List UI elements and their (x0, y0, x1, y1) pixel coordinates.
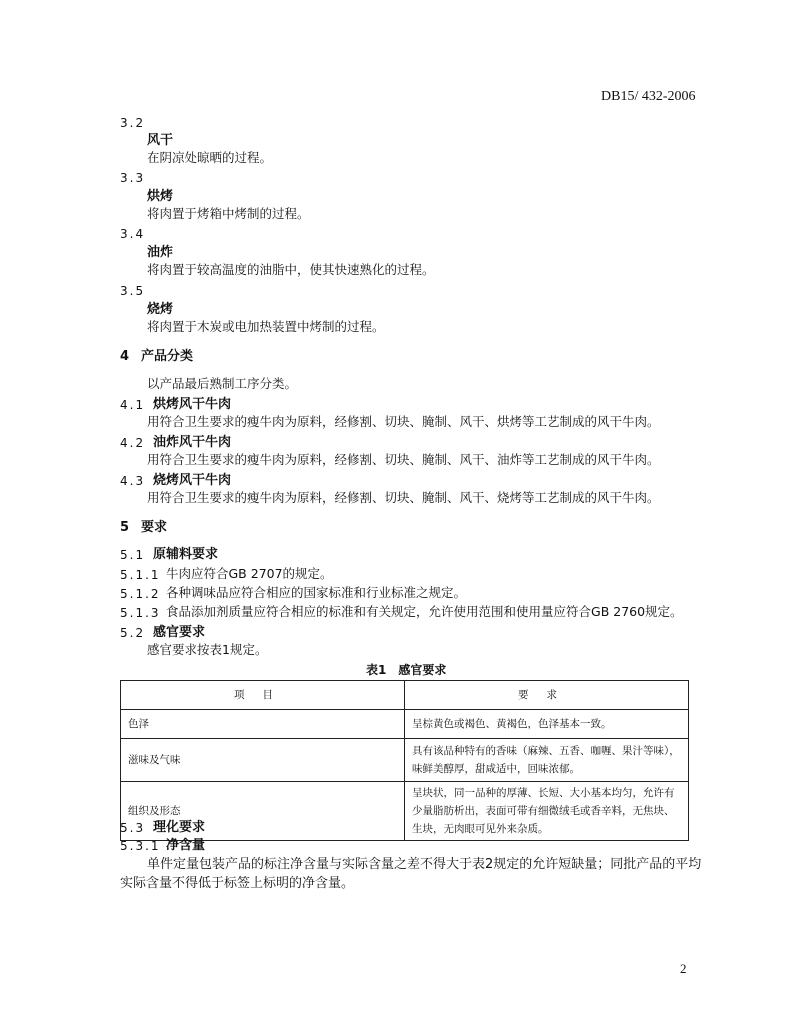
table-row (121, 739, 689, 782)
table-cell-requirement: 呈块状，同一品种的厚薄、长短、大小基本均匀，允许有少量脂肪析出，表面可带有细微绒毛或香辛料，无焦块、生块，无肉眼可见外来杂质。 (405, 782, 689, 841)
clause-text-5-1-3: 食品添加剂质量应符合相应的标准和有关规定，允许使用范围和使用量应符合GB 2760规定。 (166, 604, 683, 619)
clause-number-4-3: 4.3 (120, 474, 146, 488)
table-header-row (121, 681, 689, 710)
term-shao-kao: 烧烤 (147, 302, 174, 317)
clause-number-5-1-2: 5.1.2 (120, 587, 161, 601)
clause-text-4-3: 用符合卫生要求的瘦牛肉为原料，经修割、切块、腌制、风干、烧烤等工艺制成的风干牛肉。 (147, 490, 660, 505)
definition-shao-kao: 将肉置于木炭或电加热装置中烤制的过程。 (147, 319, 385, 334)
clause-text-5-3-1-line1: 单件定量包装产品的标注净含量与实际含量之差不得大于表2规定的允许短缺量；同批产品的平均 (147, 857, 702, 872)
definition-hong-kao: 将肉置于烤箱中烤制的过程。 (147, 206, 310, 221)
clause-number-3-3: 3.3 (120, 171, 146, 185)
clause-text-4-2: 用符合卫生要求的瘦牛肉为原料，经修割、切块、腌制、风干、油炸等工艺制成的风干牛肉。 (147, 452, 660, 467)
clause-text-5-1-2: 各种调味品应符合相应的国家标准和行业标准之规定。 (166, 585, 467, 600)
clause-number-3-2: 3.2 (120, 116, 146, 130)
clause-title-4-3: 烧烤风干牛肉 (153, 473, 232, 488)
clause-number-5-3-1: 5.3.1 (120, 839, 161, 853)
clause-title-5-3: 理化要求 (153, 820, 206, 835)
definition-you-zha: 将肉置于较高温度的油脂中，使其快速熟化的过程。 (147, 262, 435, 277)
section-number-4: 4 (120, 349, 130, 364)
table-cell-item: 滋味及气味 (121, 739, 405, 782)
sensory-requirements-table (120, 680, 689, 841)
table-cell-item: 组织及形态 (121, 782, 405, 841)
classification-intro: 以产品最后熟制工序分类。 (147, 376, 298, 391)
clause-title-4-1: 烘烤风干牛肉 (153, 397, 232, 412)
clause-number-4-2: 4.2 (120, 436, 146, 450)
page-number: 2 (680, 961, 687, 976)
table-caption: 表1 感官要求 (366, 663, 447, 677)
standard-code: DB15/ 432-2006 (601, 89, 696, 104)
table-cell-item: 色泽 (121, 710, 405, 739)
table-cell-requirement: 呈棕黄色或褐色、黄褐色，色泽基本一致。 (405, 710, 689, 739)
table-row (121, 782, 689, 841)
clause-number-5-1-3: 5.1.3 (120, 606, 161, 620)
table-header-item: 项目 (121, 681, 405, 710)
clause-text-5-3-1-line2: 实际含量不得低于标签上标明的净含量。 (120, 876, 355, 891)
clause-text-5-1-1: 牛肉应符合GB 2707的规定。 (166, 566, 333, 581)
table-header-requirement: 要求 (405, 681, 689, 710)
clause-number-5-2: 5.2 (120, 626, 146, 640)
clause-number-5-3: 5.3 (120, 821, 146, 835)
clause-text-5-2: 感官要求按表1规定。 (147, 642, 268, 657)
clause-number-5-1-1: 5.1.1 (120, 568, 161, 582)
section-title-requirements: 要求 (141, 520, 168, 535)
clause-number-3-4: 3.4 (120, 227, 146, 241)
term-you-zha: 油炸 (147, 245, 174, 260)
clause-number-3-5: 3.5 (120, 284, 146, 298)
section-number-5: 5 (120, 520, 130, 535)
clause-title-5-2: 感官要求 (153, 625, 206, 640)
term-hong-kao: 烘烤 (147, 189, 174, 204)
table-cell-requirement: 具有该品种特有的香味（麻辣、五香、咖喱、果汁等味），味鲜美醇厚，甜咸适中，回味浓郁。 (405, 739, 689, 782)
clause-number-5-1: 5.1 (120, 548, 146, 562)
table-row (121, 710, 689, 739)
clause-title-5-3-1: 净含量 (166, 838, 206, 853)
definition-feng-gan: 在阴凉处晾晒的过程。 (147, 150, 273, 165)
clause-title-5-1: 原辅料要求 (153, 547, 219, 562)
clause-text-4-1: 用符合卫生要求的瘦牛肉为原料，经修割、切块、腌制、风干、烘烤等工艺制成的风干牛肉。 (147, 414, 660, 429)
clause-number-4-1: 4.1 (120, 398, 146, 412)
term-feng-gan: 风干 (147, 133, 174, 148)
clause-title-4-2: 油炸风干牛肉 (153, 435, 232, 450)
section-title-product-classification: 产品分类 (141, 349, 194, 364)
